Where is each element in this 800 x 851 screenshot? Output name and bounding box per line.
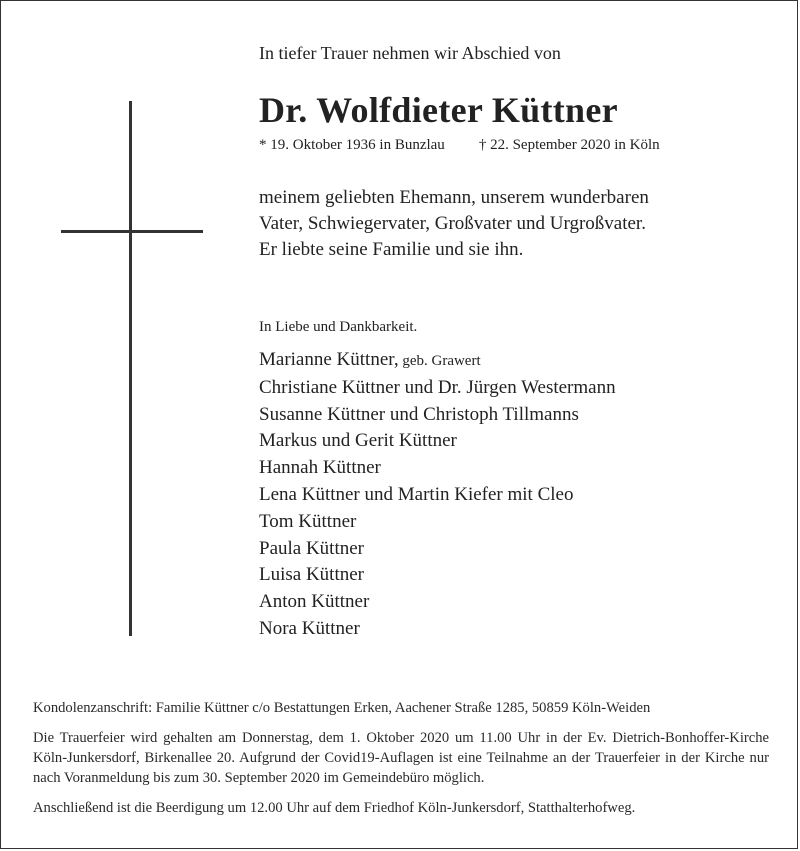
message-line: meinem geliebten Ehemann, unserem wunderbaren xyxy=(259,187,649,208)
birth-date: * 19. Oktober 1936 in Bunzlau xyxy=(259,137,445,153)
family-list xyxy=(259,347,616,643)
message-line: Er liebte seine Familie und sie ihn. xyxy=(259,239,524,260)
death-date: † 22. September 2020 in Köln xyxy=(478,137,660,153)
family-member: Luisa Küttner xyxy=(259,564,365,586)
family-member: Anton Küttner xyxy=(259,591,370,613)
burial-info: Anschließend ist die Beerdigung um 12.00 Uhr auf dem Friedhof Köln-Junkersdorf, Statthalterhofweg. xyxy=(33,800,636,816)
family-member: Tom Küttner xyxy=(259,510,357,532)
condolence-address: Kondolenzanschrift: Familie Küttner c/o Bestattungen Erken, Aachener Straße 1285, 50859 Köln-Weiden xyxy=(33,700,651,716)
cross-horizontal-bar xyxy=(61,230,203,233)
family-member: Susanne Küttner und Christoph Tillmanns xyxy=(259,403,579,425)
family-member: Hannah Küttner xyxy=(259,457,381,479)
love-line: In Liebe und Dankbarkeit. xyxy=(259,319,418,335)
family-member: Christiane Küttner und Dr. Jürgen Westermann xyxy=(259,376,616,398)
cross-vertical-bar xyxy=(129,101,132,636)
deceased-name: Dr. Wolfdieter Küttner xyxy=(259,90,618,130)
family-member: Nora Küttner xyxy=(259,617,360,639)
ceremony-info: Die Trauerfeier wird gehalten am Donnerstag, dem 1. Oktober 2020 um 11.00 Uhr in der Ev. Dietrich-Bonhoffer-Kirche Köln-Junkersdorf, Birkenallee 20. Aufgrund der Covid19-Auflagen ist eine Teilnahme an der Trauerfeier in der Kirche nur nach Voranmeldung bis zum 30. September 2020 im Gemeindebüro möglich. xyxy=(33,730,769,786)
maiden-name: geb. Grawert xyxy=(398,353,481,369)
family-member: Markus und Gerit Küttner xyxy=(259,430,457,452)
family-member: Lena Küttner und Martin Kiefer mit Cleo xyxy=(259,483,574,505)
family-member: Marianne Küttner, geb. Grawert xyxy=(259,349,481,370)
family-member: Paula Küttner xyxy=(259,537,365,559)
memorial-message xyxy=(259,185,649,263)
message-line: Vater, Schwiegervater, Großvater und Urgroßvater. xyxy=(259,213,646,234)
life-dates xyxy=(259,137,660,154)
footer-info xyxy=(33,698,769,818)
intro-text: In tiefer Trauer nehmen wir Abschied von xyxy=(259,43,561,63)
